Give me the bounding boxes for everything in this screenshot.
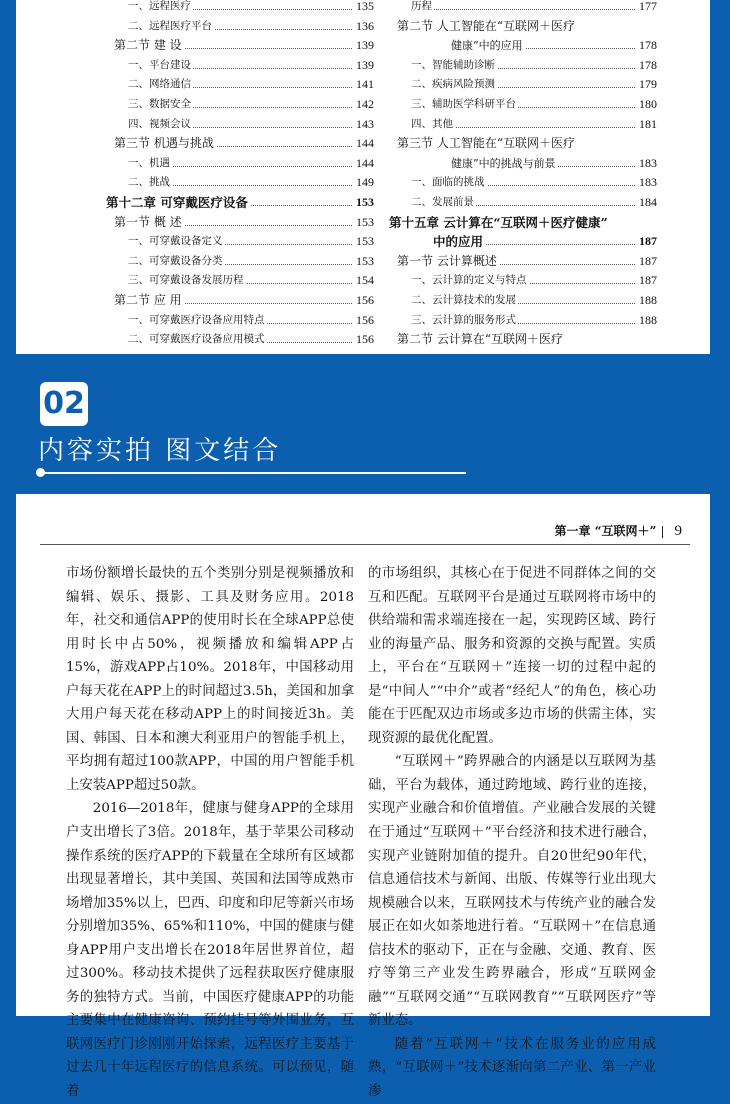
toc-entry-page: 156 [356, 292, 374, 307]
toc-entry [389, 134, 657, 154]
toc-entry [389, 75, 657, 95]
toc-entry [389, 95, 657, 115]
toc-entry-page: 156 [356, 332, 374, 347]
toc-entry [106, 134, 374, 154]
toc-entry-label: 二、挑战 [128, 173, 172, 193]
toc-entry-page: 187 [639, 253, 657, 268]
toc-entry [106, 271, 374, 291]
toc-entry [389, 291, 657, 311]
toc-entry-label: 一、智能辅助诊断 [411, 56, 497, 76]
toc-entry-label: 一、平台建设 [128, 56, 193, 76]
toc-entry-page: 139 [356, 38, 374, 53]
toc-entry [106, 173, 374, 193]
page-number: 9 [674, 523, 682, 539]
toc-entry-label: 中的应用 [433, 232, 485, 252]
body-paragraph: “互联网＋”跨界融合的内涵是以互联网为基础，平台为载体，通过跨地域、跨行业的连接，实现产业融合和价值增值。产业融合发展的关键在于通过“互联网＋”平台经济和技术进行融合，实现产业链附加值的提升。自20世纪90年代，信息通信技术与新闻、出版、传媒等行业出现大规模融合以来，互联网技术与传统产业的融合发展正在如火如荼地进行着。“互联网＋”在信息通信技术的驱动下，正在与金融、交通、教育、医疗等第三产业发生跨界融合，形成“互联网金融”“互联网交通”“互联网教育”“互联网医疗”等新业态。 [368, 754, 656, 1029]
toc-entry [106, 56, 374, 76]
toc-entry [389, 56, 657, 76]
toc-entry [389, 173, 657, 193]
toc-entry-label: 二、远程医疗平台 [128, 17, 214, 37]
toc-column-left [106, 0, 374, 350]
toc-entry-page: 184 [639, 194, 657, 209]
toc-entry-page: 142 [356, 96, 374, 111]
toc-entry [389, 17, 657, 37]
toc-entry-label: 健康”中的应用 [451, 36, 525, 56]
toc-entry [389, 252, 657, 272]
toc-entry-page: 153 [356, 214, 374, 229]
body-column-right [368, 562, 656, 1104]
toc-entry-label: 三、辅助医学科研平台 [411, 95, 518, 115]
toc-entry [389, 0, 657, 17]
toc-entry-label: 第十五章 云计算在“互联网＋医疗健康” [389, 213, 610, 233]
toc-entry-label: 第一节 概 述 [114, 213, 184, 233]
toc-entry-label: 健康”中的挑战与前景 [451, 154, 558, 174]
toc-entry-page: 181 [639, 116, 657, 131]
toc-entry-label: 第三节 人工智能在“互联网＋医疗 [397, 134, 577, 154]
section-title: 内容实拍 图文结合 [38, 436, 282, 466]
toc-entry [389, 271, 657, 291]
toc-entry-page: 188 [639, 312, 657, 327]
toc-entry-page: 180 [639, 96, 657, 111]
toc-entry-label: 一、可穿戴医疗设备应用特点 [128, 311, 267, 331]
toc-entry [106, 95, 374, 115]
toc-entry-page: 183 [639, 175, 657, 190]
toc-entry-label: 四、其他 [411, 115, 455, 135]
toc-entry-label: 四、视频会议 [128, 115, 193, 135]
toc-entry [389, 154, 657, 174]
toc-entry-page: 153 [356, 234, 374, 249]
toc-entry-page: 177 [639, 0, 657, 13]
body-column-left [66, 562, 354, 1104]
toc-entry-page: 187 [639, 234, 657, 249]
toc-entry-page: 153 [356, 253, 374, 268]
toc-entry-label: 一、机遇 [128, 154, 172, 174]
toc-entry-label: 一、面临的挑战 [411, 173, 487, 193]
toc-entry-label: 二、网络通信 [128, 75, 193, 95]
body-paragraph: 的市场组织，其核心在于促进不同群体之间的交互和匹配。互联网平台是通过互联网将市场中的供给端和需求端连接在一起，实现跨区域、跨行业的海量产品、服务和资源的交换与配置。实质上，平台在“互联网＋”连接一切的过程中起的是“中间人”“中介”或者“经纪人”的角色，核心功能在于匹配双边市场或多边市场的供需主体，实现资源的最优化配置。 [368, 566, 656, 746]
toc-entry [106, 115, 374, 135]
toc-entry [106, 154, 374, 174]
toc-entry-page: 144 [356, 136, 374, 151]
toc-entry-label: 二、发展前景 [411, 193, 476, 213]
toc-entry-page: 187 [639, 273, 657, 288]
toc-entry [106, 0, 374, 17]
running-head-chapter: 第一章 “互联网＋” [554, 524, 657, 538]
toc-entry-page: 154 [356, 273, 374, 288]
body-paragraph: 市场份额增长最快的五个类别分别是视频播放和编辑、娱乐、摄影、工具及财务应用。2018年，社交和通信APP的使用时长在全球APP总使用时长中占50%，视频播放和编辑APP占15%，游戏APP占10%。2018年，中国移动用户每天花在APP上的时间超过3.5h，美国和加拿大用户每天花在移动APP上的时间接近3h。美国、韩国、日本和澳大利亚用户的智能手机上，平均拥有超过100款APP，中国的用户智能手机上安装APP超过50款。 [66, 566, 354, 793]
toc-entry-page: 178 [639, 38, 657, 53]
toc-entry-label: 一、云计算的定义与特点 [411, 271, 529, 291]
toc-entry [389, 115, 657, 135]
toc-entry-label: 三、云计算的服务形式 [411, 311, 518, 331]
body-paragraph: 随着“互联网＋”技术在服务业的应用成熟，“互联网＋”技术逐渐向第二产业、第一产业渗 [368, 1036, 656, 1100]
toc-entry-label: 三、数据安全 [128, 95, 193, 115]
toc-entry-label: 一、远程医疗 [128, 0, 193, 17]
toc-entry [389, 36, 657, 56]
toc-entry-page: 183 [639, 155, 657, 170]
toc-entry-label: 三、可穿戴设备发展历程 [128, 271, 246, 291]
toc-entry-label: 二、可穿戴设备分类 [128, 252, 225, 272]
toc-entry-label: 第二节 云计算在“互联网＋医疗 [397, 330, 565, 350]
toc-entry-label: 二、疾病风险预测 [411, 75, 497, 95]
toc-entry [106, 252, 374, 272]
toc-entry-page: 188 [639, 292, 657, 307]
toc-column-right [389, 0, 657, 350]
body-paragraph: 2016—2018年，健康与健身APP的全球用户支出增长了3倍。2018年，基于苹果公司移动操作系统的医疗APP的下载量在全球所有区域都出现显著增长，其中美国、英国和法国等成熟市场增加35%以上，巴西、印度和印尼等新兴市场分别增加35%、65%和110%，中国的健康与健身APP用户支出增长在2018年居世界首位，超过300%。移动技术提供了远程获取医疗健康服务的独特方式。当前，中国医疗健康APP的功能主要集中在健康咨询、预约挂号等外围业务，互联网医疗门诊刚刚开始探索，远程医疗主要基于过去几十年远程医疗的信息系统。可以预见，随着 [66, 801, 354, 1100]
toc-entry-page: 153 [356, 194, 374, 209]
toc-entry-label: 第十二章 可穿戴医疗设备 [106, 193, 250, 213]
toc-entry [106, 213, 374, 233]
toc-entry-page: 178 [639, 57, 657, 72]
toc-leader-dots [411, 9, 635, 10]
toc-entry [106, 193, 374, 213]
toc-entry [389, 311, 657, 331]
toc-entry-label: 第一节 云计算概述 [397, 252, 499, 272]
toc-entry-label: 第三节 机遇与挑战 [114, 134, 216, 154]
toc-entry [389, 330, 657, 350]
running-head [554, 522, 682, 540]
toc-entry-label: 历程 [411, 0, 434, 17]
running-head-separator: | [660, 524, 665, 538]
toc-entry [389, 193, 657, 213]
toc-entry-page: 179 [639, 77, 657, 92]
toc-panel [16, 0, 710, 354]
toc-entry [389, 213, 657, 233]
toc-entry [106, 291, 374, 311]
toc-entry-page: 156 [356, 312, 374, 327]
toc-entry-page: 136 [356, 18, 374, 33]
toc-entry [106, 232, 374, 252]
section-number-badge: 02 [40, 382, 88, 426]
toc-entry [106, 311, 374, 331]
underline-dot [36, 468, 45, 477]
toc-entry [106, 75, 374, 95]
toc-entry [106, 17, 374, 37]
header-rule [40, 544, 690, 545]
toc-entry-page: 139 [356, 57, 374, 72]
toc-entry-page: 149 [356, 175, 374, 190]
toc-entry-label: 一、可穿戴设备定义 [128, 232, 225, 252]
toc-entry-page: 143 [356, 116, 374, 131]
toc-entry-page: 144 [356, 155, 374, 170]
toc-entry-label: 二、云计算技术的发展 [411, 291, 518, 311]
toc-entry-label: 二、可穿戴医疗设备应用模式 [128, 330, 267, 350]
title-underline [40, 472, 466, 474]
toc-entry-label: 第二节 应 用 [114, 291, 184, 311]
toc-entry [106, 330, 374, 350]
toc-entry-page: 135 [356, 0, 374, 13]
toc-entry [106, 36, 374, 56]
toc-entry-page: 141 [356, 77, 374, 92]
toc-entry [389, 232, 657, 252]
toc-entry-label: 第二节 建 设 [114, 36, 184, 56]
toc-entry-label: 第二节 人工智能在“互联网＋医疗 [397, 17, 577, 37]
